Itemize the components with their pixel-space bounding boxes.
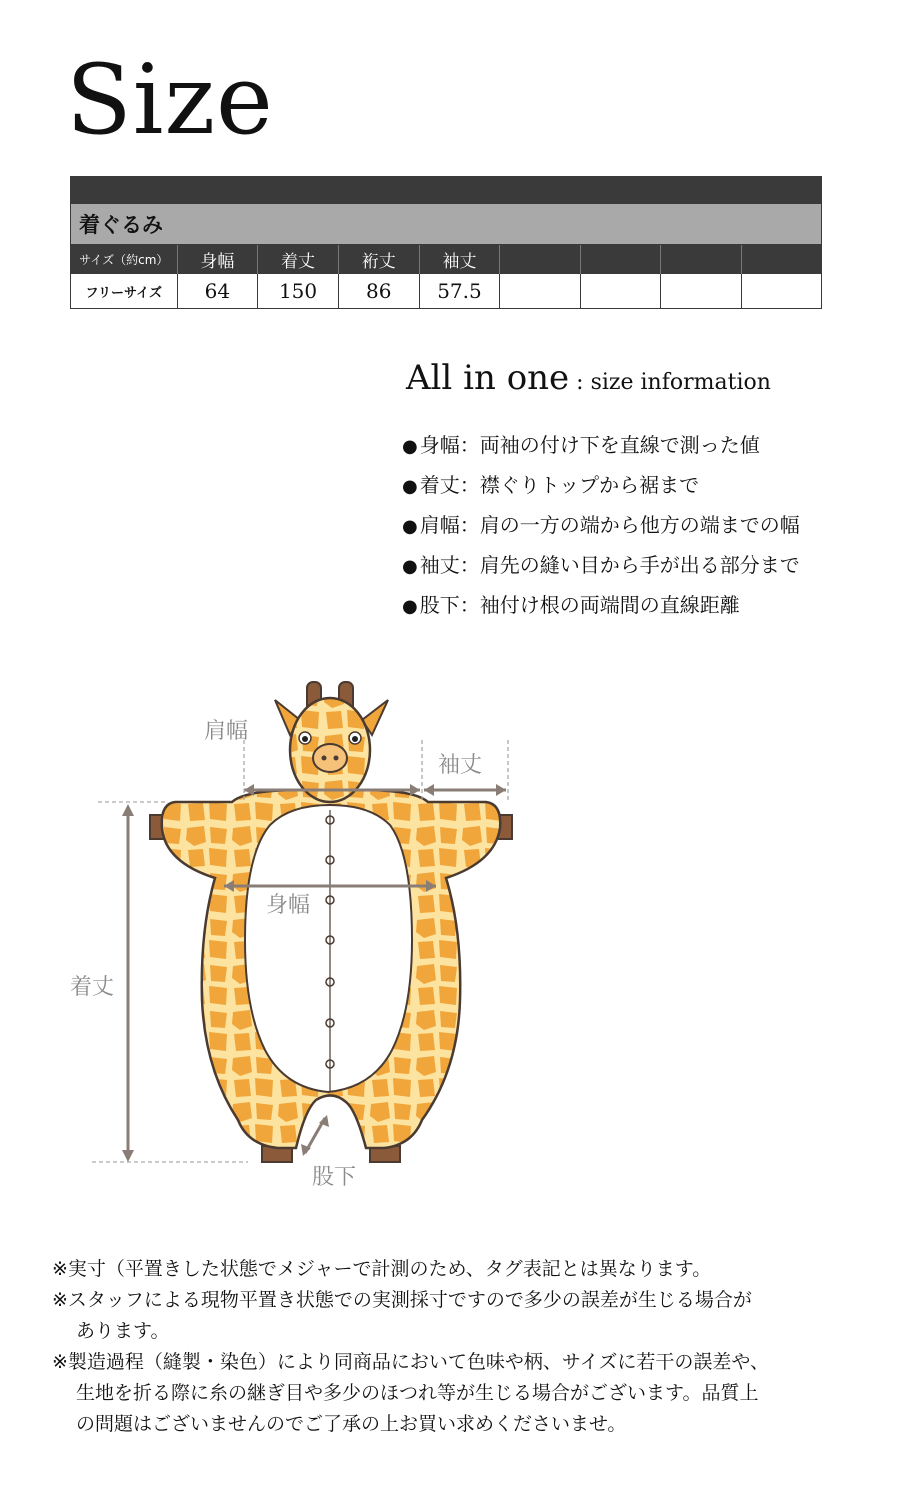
sleeve-length-label: 袖丈 bbox=[438, 753, 483, 778]
total-length-label: 着丈 bbox=[70, 975, 115, 1000]
table-top-bar bbox=[71, 177, 822, 204]
note-line: 生地を折る際に糸の継ぎ目や多少のほつれ等が生じる場合がございます。品質上 bbox=[76, 1382, 759, 1404]
product-name: 着ぐるみ bbox=[71, 204, 822, 245]
header-cell bbox=[500, 245, 581, 274]
header-cell: サイズ（約cm） bbox=[71, 245, 178, 274]
definition-text: 股下：袖付け根の両端間の直線距離 bbox=[419, 593, 740, 617]
value-cell bbox=[661, 274, 742, 309]
note-line: ※実寸（平置きした状態でメジャーで計測のため、タグ表記とは異なります。 bbox=[52, 1258, 712, 1280]
note-line: ※製造過程（縫製・染色）により同商品において色味や柄、サイズに若干の誤差や、 bbox=[52, 1351, 770, 1373]
list-item bbox=[402, 546, 800, 586]
value-cell: 57.5 bbox=[419, 274, 500, 309]
definition-text: 身幅：両袖の付け下を直線で測った値 bbox=[419, 433, 760, 457]
list-item bbox=[402, 586, 800, 626]
giraffe-onesie-illustration bbox=[0, 640, 560, 1200]
value-cell: 86 bbox=[338, 274, 419, 309]
onesie-diagram bbox=[0, 640, 560, 1200]
value-cell: フリーサイズ bbox=[71, 274, 178, 309]
header-cell: 着丈 bbox=[258, 245, 339, 274]
value-cell bbox=[580, 274, 661, 309]
list-item bbox=[402, 506, 800, 546]
list-item bbox=[402, 426, 800, 466]
inseam-label: 股下 bbox=[312, 1165, 357, 1190]
shoulder-width-label: 肩幅 bbox=[204, 719, 249, 744]
value-cell: 64 bbox=[177, 274, 258, 309]
bullet-icon: ● bbox=[402, 596, 418, 617]
size-table bbox=[70, 176, 822, 309]
note-line: ※スタッフによる現物平置き状態での実測採寸ですので多少の誤差が生じる場合が bbox=[52, 1289, 752, 1311]
table-header-row bbox=[71, 245, 822, 274]
chest-width-label: 身幅 bbox=[266, 893, 311, 918]
header-cell bbox=[741, 245, 821, 274]
notes-section bbox=[52, 1254, 769, 1440]
bullet-icon: ● bbox=[402, 476, 418, 497]
header-cell bbox=[661, 245, 742, 274]
definition-list bbox=[402, 426, 800, 626]
bullet-icon: ● bbox=[402, 516, 418, 537]
info-heading bbox=[406, 358, 771, 398]
value-cell: 150 bbox=[258, 274, 339, 309]
info-heading-sub: : size information bbox=[569, 370, 771, 395]
header-cell: 袖丈 bbox=[419, 245, 500, 274]
info-heading-main: All in one bbox=[406, 358, 570, 398]
bullet-icon: ● bbox=[402, 556, 418, 577]
table-row bbox=[71, 274, 822, 309]
bullet-icon: ● bbox=[402, 436, 418, 457]
page-title: Size bbox=[66, 44, 274, 156]
note-line: の問題はございませんのでご了承の上お買い求めくださいませ。 bbox=[76, 1413, 627, 1435]
header-cell bbox=[580, 245, 661, 274]
note-line: あります。 bbox=[76, 1320, 170, 1342]
table-product-row bbox=[71, 204, 822, 245]
list-item bbox=[402, 466, 800, 506]
definition-text: 着丈：襟ぐりトップから裾まで bbox=[419, 473, 700, 497]
header-cell: 身幅 bbox=[177, 245, 258, 274]
definition-text: 肩幅：肩の一方の端から他方の端までの幅 bbox=[419, 513, 800, 537]
value-cell bbox=[500, 274, 581, 309]
value-cell bbox=[741, 274, 821, 309]
header-cell: 裄丈 bbox=[338, 245, 419, 274]
definition-text: 袖丈：肩先の縫い目から手が出る部分まで bbox=[419, 553, 800, 577]
